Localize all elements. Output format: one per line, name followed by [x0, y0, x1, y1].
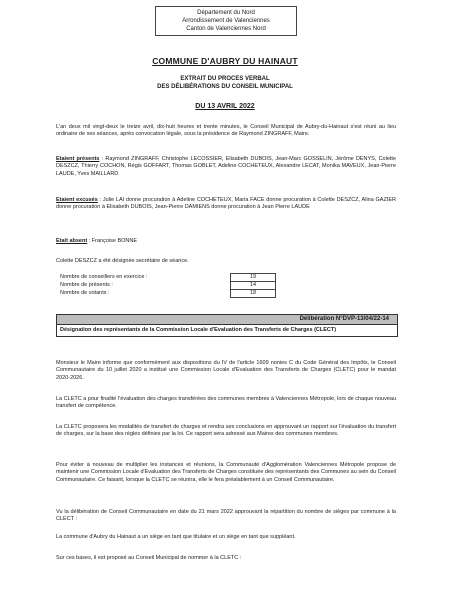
body-paragraph-4: Pour éviter à nouveau de multiplier les instances et réunions, la Communauté d'Agglomération Valenciennes Métropole propose de maintenir une Commission Locale d'Evaluation des Transferts de Charges constituée des représentants des Communes au sein du Conseil Communautaire. Ce faisant, lorsque la CLETC se réunira, elle le fera préalablement à un Conseil Communautaire. — [56, 462, 396, 483]
header-box — [155, 6, 297, 36]
extrait-line2: DES DÉLIBÉRATIONS DU CONSEIL MUNICIPAL — [157, 83, 293, 90]
presents-label: Etaient présents — [56, 156, 100, 162]
body-paragraph-6: La commune d'Aubry du Hainaut a un siège en tant que titulaire et un siège en tant que suppléant. — [56, 534, 296, 540]
intro-paragraph: L'an deux mil vingt-deux le treize avril, dix-huit heures et trente minutes, le Conseil Municipal de Aubry-du-Hainaut s'est réuni au lieu ordinaire de ses séances, après convocation légale, sous la présidence de Raymond ZINGRAFF, Maire. — [56, 124, 396, 138]
deliberation-box — [56, 314, 398, 337]
absent-text: : Françoise BONNE — [87, 238, 138, 244]
presents-paragraph — [56, 156, 396, 178]
body-paragraph-7: Sur ces bases, il est proposé au Conseil Municipal de nommer à la CLETC : — [56, 555, 242, 561]
excuses-text: : Julie LAI donne procuration à Adeline COCHETEUX, Maria FACE donne procuration à Colette DESZCZ, Alina GAZIER donne procuration à Elisabeth DUBOIS, Jean-Pierre DAMIENS donne procuration à Jean Pierre LAUDE — [56, 197, 397, 211]
table-row — [58, 282, 276, 290]
count-label: Nombre de votants : — [60, 290, 110, 296]
excuses-label: Etaient excusés — [56, 197, 98, 203]
commune-title: COMMUNE D'AUBRY DU HAINAUT — [152, 56, 298, 66]
deliberation-title: Désignation des représentants de la Commission Locale d'Evaluation des Transferts de Charges (CLECT) — [60, 327, 337, 333]
count-label: Nombre de conseillers en exercice : — [60, 274, 148, 280]
header-canton: Canton de Valenciennes Nord — [186, 26, 266, 32]
body-paragraph-3: La CLETC proposera les modalités de transfert de charges et rendra ses conclusions en approuvant un rapport sur l'évaluation du transfert de charges, sur la base des règles définies par la loi. Ce rapport sera adressé aux Maires des communes membres. — [56, 424, 396, 438]
absent-paragraph — [56, 238, 396, 245]
header-department: Département du Nord — [197, 10, 255, 16]
count-value: 14 — [231, 282, 276, 290]
absent-label: Etait absent — [56, 238, 88, 244]
meeting-date: DU 13 AVRIL 2022 — [195, 103, 255, 110]
deliberation-number: Délibération N°DVP-13/04/22-14 — [57, 315, 397, 325]
counts-table — [58, 273, 276, 298]
table-row — [58, 274, 276, 282]
table-row — [58, 290, 276, 298]
body-paragraph-5: Vu la délibération de Conseil Communautaire en date du 21 mars 2022 approuvant la répartition du nombre de sièges par commune à la CLECT : — [56, 509, 396, 523]
count-label: Nombre de présents : — [60, 282, 113, 288]
header-arrondissement: Arrondissement de Valenciennes — [182, 18, 270, 24]
secretaire-paragraph: Colette DESZCZ a été désignée secrétaire de séance. — [56, 258, 189, 264]
count-value: 18 — [231, 290, 276, 298]
presents-text: : Raymond ZINGRAFF, Christophe LECOSSIER, Elisabeth DUBOIS, Jean-Marc GOSSELIN, Jérôme DENYS, Colette DESZCZ, Thierry COCHON, Régis GOFFART, Thomas GOBLET, Adeline COCHETEUX, Alexandre LECAT, Monika MAVEUX, Jean-Pierre LAUDE, Yves MAILLARD — [56, 156, 396, 177]
count-value: 19 — [231, 274, 276, 282]
body-paragraph-1: Monsieur le Maire informe que conformément aux dispositions du IV de l'article 1609 nonies C du Code Général des Impôts, le Conseil Communautaire du 10 juillet 2020 a institué une Commission Locale d'Evaluation des Transferts de Charges (CLETC) pour le mandat 2020-2026. — [56, 360, 396, 381]
excuses-paragraph — [56, 197, 396, 212]
body-paragraph-2: La CLETC a pour finalité l'évaluation des charges transférées des communes membres à Valenciennes Métropole, lors de chaque nouveau transfert de compétence. — [56, 396, 396, 410]
extrait-title — [0, 76, 450, 91]
extrait-line1: EXTRAIT DU PROCES VERBAL — [180, 76, 270, 82]
